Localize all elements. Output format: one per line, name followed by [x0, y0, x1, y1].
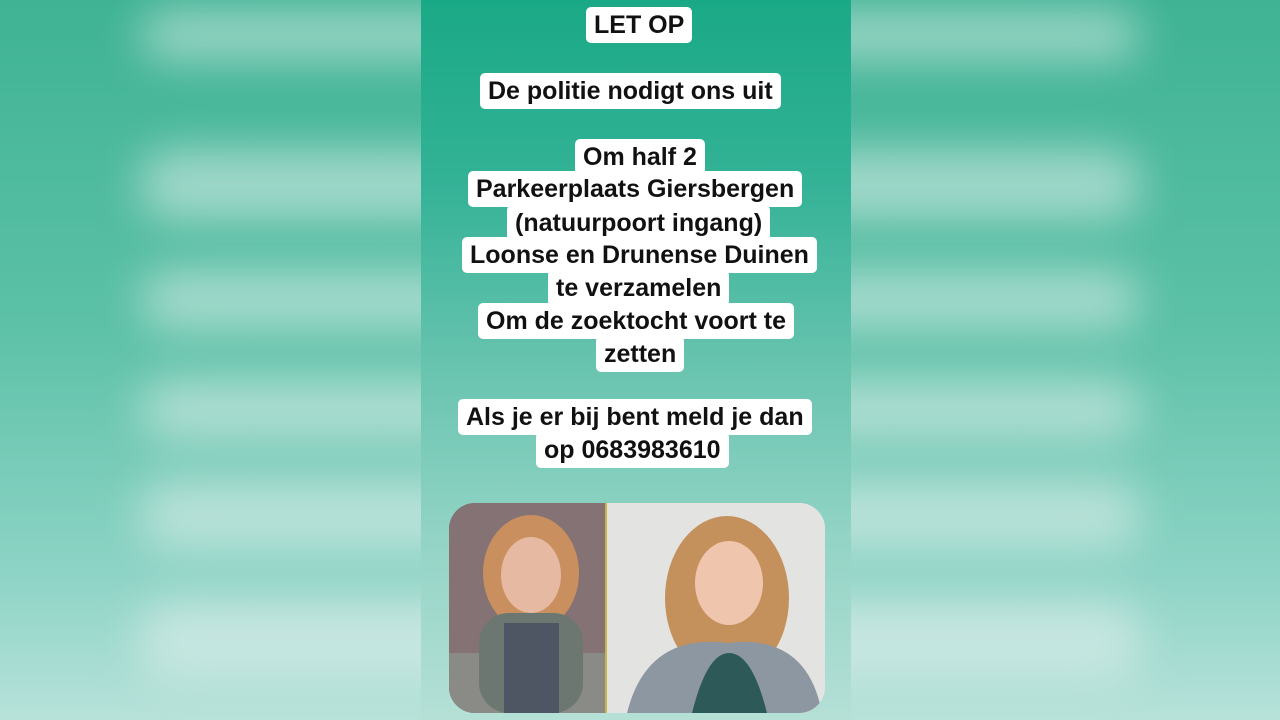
text-line: te verzamelen — [548, 270, 729, 306]
text-line: De politie nodigt ons uit — [480, 73, 781, 109]
text-line: Als je er bij bent meld je dan — [458, 399, 812, 435]
woman-portrait-illustration — [607, 503, 825, 713]
text-line: zetten — [596, 336, 684, 372]
heading-let-op: LET OP — [586, 7, 692, 43]
text-line: Loonse en Drunense Duinen — [462, 237, 817, 273]
child-portrait-illustration — [449, 503, 605, 713]
text-line: Om de zoektocht voort te — [478, 303, 794, 339]
story-panel[interactable] — [421, 0, 851, 720]
text-line: Parkeerplaats Giersbergen — [468, 171, 802, 207]
child-photo — [449, 503, 605, 713]
text-line: Om half 2 — [575, 139, 705, 175]
photo-collage — [449, 503, 825, 713]
woman-photo — [607, 503, 825, 713]
text-line: op 0683983610 — [536, 432, 729, 468]
text-line: (natuurpoort ingang) — [507, 205, 770, 241]
